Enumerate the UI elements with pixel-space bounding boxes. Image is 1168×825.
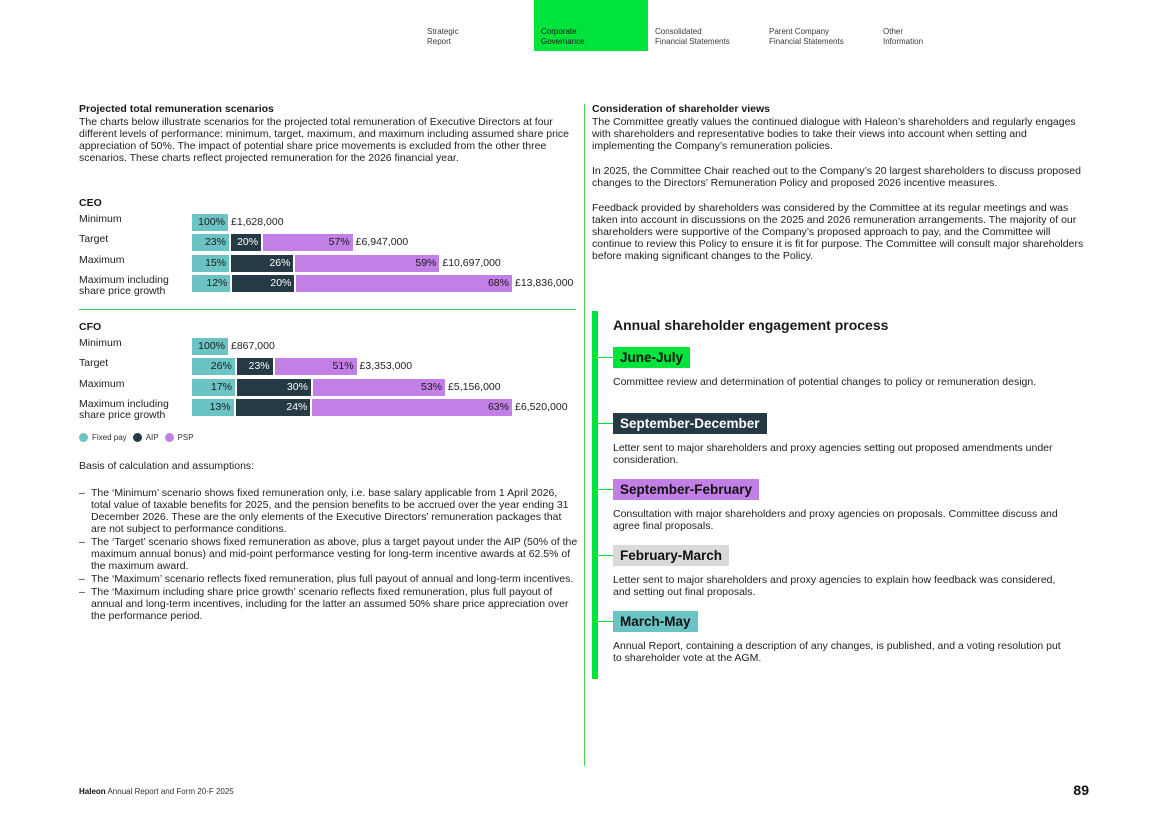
- chart-row: [79, 338, 579, 356]
- bar-segment-psp: 57%: [261, 234, 353, 251]
- shareholder-views-section: [592, 103, 1092, 275]
- bar-segment-fixed-pay: 26%: [192, 358, 235, 375]
- stacked-bar: [192, 399, 568, 416]
- bar-segment-aip: 20%: [229, 234, 261, 251]
- stacked-bar: [192, 214, 284, 231]
- nav-corporate-governance[interactable]: [534, 0, 648, 51]
- section-intro: The charts below illustrate scenarios for the projected total remuneration of Executive Directors at four different levels of performance: minimum, target, maximum, and maximum including assumed share price appreciation of 50%. The impact of potential share price movements is excluded from the other three scenarios. These charts reflect projected remuneration for the 2026 financial year.: [79, 116, 570, 164]
- basis-item: [79, 536, 579, 572]
- nav-label: Financial Statements: [769, 37, 844, 46]
- row-label: Maximum: [79, 254, 125, 266]
- nav-consolidated-financial-statements[interactable]: [648, 0, 762, 51]
- bar-segment-fixed-pay: 100%: [192, 338, 228, 355]
- timeline-tick: [598, 357, 613, 358]
- step-description: Consultation with major shareholders and proxy agencies on proposals. Committee discuss and agree final proposals.: [613, 508, 1058, 532]
- bar-segment-psp: 63%: [310, 399, 512, 416]
- bar-segment-fixed-pay: 100%: [192, 214, 228, 231]
- legend-dot: [79, 433, 88, 442]
- chart-legend: [79, 433, 200, 442]
- row-label: Maximum including share price growth: [79, 274, 169, 297]
- bar-total-label: £10,697,000: [442, 257, 501, 269]
- bar-total-label: £3,353,000: [359, 360, 413, 372]
- stacked-bar: [192, 338, 275, 355]
- engagement-process: [592, 311, 1092, 679]
- basis-item-text: The ‘Target’ scenario shows fixed remuneration as above, plus a target payout under the AIP (50% of the maximum annual bonus) and mid-point performance vesting for long-term incentive awards at 62.5% of the maximum award.: [91, 536, 578, 572]
- cfo-chart: [79, 321, 579, 421]
- bar-total-label: £867,000: [231, 340, 275, 352]
- chart-row: [79, 379, 579, 397]
- row-label: Maximum: [79, 378, 125, 390]
- bar-total-label: £13,836,000: [514, 277, 574, 289]
- nav-label: Consolidated: [655, 27, 702, 36]
- stacked-bar: [192, 255, 501, 272]
- bar-segment-psp: 53%: [311, 379, 445, 396]
- basis-item-text: The ‘Maximum including share price growth’ scenario reflects fixed remuneration, plus full payout of annual and long-term incentives, including for the latter an assumed 50% share price appreciation over the performance period.: [91, 586, 569, 622]
- legend-dot: [165, 433, 174, 442]
- legend-dot: [133, 433, 142, 442]
- nav-label: Corporate: [541, 27, 577, 36]
- bar-segment-psp: 59%: [293, 255, 439, 272]
- chart-row: [79, 274, 579, 297]
- stacked-bar: [192, 234, 408, 251]
- nav-parent-company-financial-statements[interactable]: [762, 0, 876, 51]
- nav-label: Governance: [541, 37, 585, 46]
- row-label: Minimum: [79, 337, 122, 349]
- step-description: Committee review and determination of potential changes to policy or remuneration design.: [613, 376, 1037, 388]
- footer-title: [79, 787, 234, 796]
- step-description: Annual Report, containing a description of any changes, is published, and a voting resolution put to shareholder vote at the AGM.: [613, 640, 1061, 664]
- bar-total-label: £6,520,000: [514, 401, 568, 413]
- legend-label: PSP: [177, 433, 194, 442]
- basis-item-text: The ‘Maximum’ scenario reflects fixed remuneration, plus full payout of annual and long-term incentives.: [91, 573, 574, 585]
- step-label: February-March: [613, 545, 729, 566]
- chart-row: [79, 255, 579, 273]
- chart-row: [79, 234, 579, 252]
- step-label: September-February: [613, 479, 759, 500]
- bar-segment-aip: 26%: [229, 255, 293, 272]
- basis-item: [79, 487, 579, 535]
- step-label: September-December: [613, 413, 767, 434]
- nav-strategic-report[interactable]: [420, 0, 534, 51]
- bar-segment-aip: 20%: [230, 275, 294, 292]
- chart-row: [79, 214, 579, 232]
- nav-label: Financial Statements: [655, 37, 730, 46]
- timeline-tick: [598, 489, 613, 490]
- timeline-tick: [598, 555, 613, 556]
- page-number: 89: [1073, 782, 1089, 798]
- paragraph: In 2025, the Committee Chair reached out to the Company’s 20 largest shareholders to discuss proposed changes to the Directors’ Remuneration Policy and proposed 2026 incentive measures.: [592, 165, 1081, 189]
- bar-segment-fixed-pay: 23%: [192, 234, 229, 251]
- step-description: Letter sent to major shareholders and proxy agencies to explain how feedback was considered, and setting out final proposals.: [613, 574, 1056, 598]
- legend-item-psp: [165, 433, 194, 442]
- section-heading: Consideration of shareholder views: [592, 103, 770, 115]
- bullet-dash: –: [79, 586, 85, 598]
- paragraph: Feedback provided by shareholders was considered by the Committee at its regular meetings and was taken into account in discussions on the 2025 and 2026 remuneration arrangements. The majority of our shareholders were supportive of the Company’s proposed approach to pay, and the Committee will continue to review this Policy to ensure it is fit for purpose. The Committee will consult major shareholders before making significant changes to the Policy.: [592, 202, 1084, 262]
- bar-total-label: £1,628,000: [231, 216, 284, 228]
- ceo-chart: [79, 197, 579, 297]
- row-label: Target: [79, 357, 109, 369]
- bullet-dash: –: [79, 536, 85, 548]
- bar-segment-aip: 30%: [235, 379, 311, 396]
- row-label: Maximum including share price growth: [79, 398, 169, 421]
- bar-segment-fixed-pay: 12%: [192, 275, 230, 292]
- legend-label: AIP: [145, 433, 159, 442]
- basis-item: [79, 586, 579, 622]
- timeline-tick: [598, 423, 613, 424]
- bar-segment-fixed-pay: 17%: [192, 379, 235, 396]
- row-label: Minimum: [79, 213, 122, 225]
- bar-total-label: £5,156,000: [448, 381, 501, 393]
- bar-segment-aip: 24%: [234, 399, 311, 416]
- legend-item-fixed-pay: [79, 433, 127, 442]
- stacked-bar: [192, 358, 412, 375]
- footer-text: Annual Report and Form 20-F 2025: [105, 787, 234, 796]
- basis-item: [79, 573, 579, 585]
- bar-segment-aip: 23%: [235, 358, 273, 375]
- top-navigation: [420, 0, 990, 51]
- row-label: Target: [79, 233, 109, 245]
- step-label: March-May: [613, 611, 698, 632]
- bullet-dash: –: [79, 487, 85, 499]
- bar-segment-psp: 68%: [294, 275, 512, 292]
- step-description: Letter sent to major shareholders and proxy agencies setting out proposed amendments under consideration.: [613, 442, 1053, 466]
- chart-title: CEO: [79, 197, 102, 209]
- column-separator: [584, 104, 585, 766]
- nav-label: Information: [883, 37, 924, 46]
- basis-title: Basis of calculation and assumptions:: [79, 460, 255, 472]
- nav-label: Report: [427, 37, 452, 46]
- legend-item-aip: [133, 433, 159, 442]
- chart-row: [79, 358, 579, 376]
- remuneration-scenarios-section: [79, 103, 579, 164]
- nav-label: Strategic: [427, 27, 459, 36]
- chart-row: [79, 398, 579, 421]
- basis-list: [79, 487, 579, 623]
- nav-label: Other: [883, 27, 904, 36]
- stacked-bar: [192, 275, 573, 292]
- paragraph: The Committee greatly values the continued dialogue with Haleon’s shareholders and regularly engages with shareholders and representative bodies to take their views into account when setting and implementing the Company’s remuneration policies.: [592, 116, 1076, 152]
- timeline-tick: [598, 621, 613, 622]
- footer-brand: Haleon: [79, 787, 106, 796]
- bar-segment-psp: 51%: [273, 358, 357, 375]
- basis-item-text: The ‘Minimum’ scenario shows fixed remuneration only, i.e. base salary applicable from 1 April 2026, total value of taxable benefits for 2025, and the pension benefits to be accrued over the year ending 31 December 2026. These are the only elements of the Executive Directors’ remuneration packages that are not subject to performance conditions.: [91, 487, 569, 535]
- nav-label: Parent Company: [769, 27, 830, 36]
- legend-label: Fixed pay: [92, 433, 127, 442]
- nav-other-information[interactable]: [876, 0, 990, 51]
- chart-title: CFO: [79, 321, 102, 333]
- bar-segment-fixed-pay: 13%: [192, 399, 234, 416]
- stacked-bar: [192, 379, 501, 396]
- bar-total-label: £6,947,000: [355, 236, 409, 248]
- process-timeline-bar: [592, 311, 598, 679]
- bar-segment-fixed-pay: 15%: [192, 255, 229, 272]
- bullet-dash: –: [79, 573, 85, 585]
- process-title: Annual shareholder engagement process: [613, 317, 889, 333]
- section-divider: [79, 309, 576, 310]
- step-label: June-July: [613, 347, 690, 368]
- section-heading: Projected total remuneration scenarios: [79, 103, 274, 115]
